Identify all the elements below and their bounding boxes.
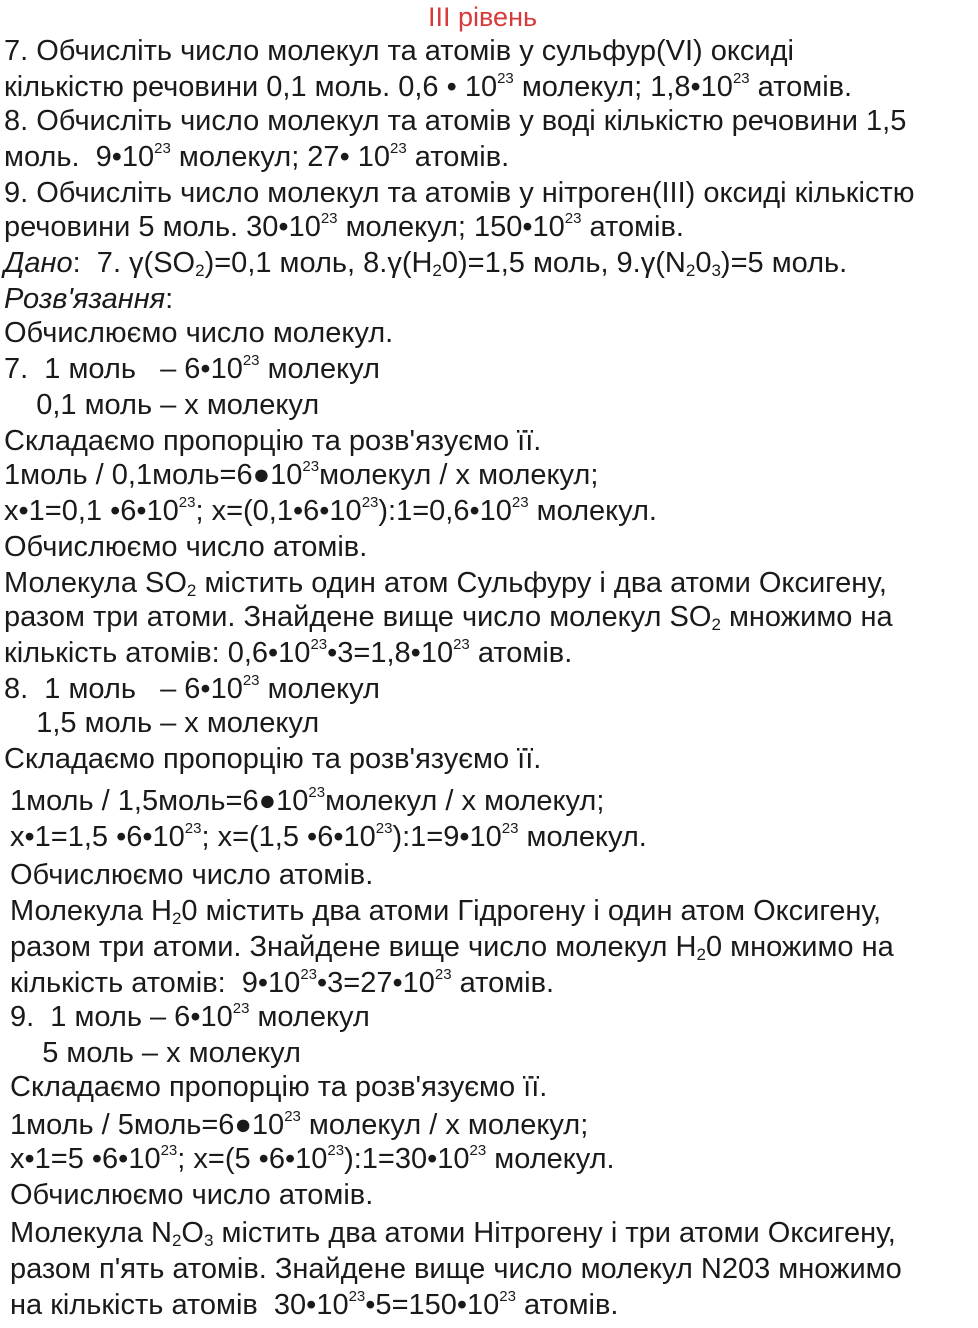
text-line [10, 858, 373, 892]
text-line [10, 1108, 588, 1142]
text-line [4, 494, 657, 528]
superscript: 23 [375, 820, 393, 837]
text-run: 0)=1,5 моль, 9.γ(N [441, 247, 686, 279]
text-run: х•1=5 •6•10 [10, 1143, 161, 1175]
text-line [4, 566, 887, 600]
text-run: Обчислюємо число молекул. [4, 317, 394, 349]
text-run: на кількість атомів 30•10 [10, 1289, 349, 1321]
superscript: 23 [160, 1142, 178, 1159]
text-run: )=5 моль. [720, 247, 848, 279]
text-line [4, 388, 319, 422]
superscript: 23 [453, 636, 470, 653]
text-run: молекул / х молекул; [319, 459, 599, 491]
superscript: 23 [497, 70, 514, 87]
text-run: ):1=30•10 [344, 1143, 470, 1175]
text-run: ; х=(5 •6•10 [177, 1143, 328, 1175]
text-run: молекул. [518, 821, 647, 853]
text-run: 1моль / 1,5моль=6●10 [10, 785, 309, 817]
text-run: Дано [4, 247, 73, 279]
text-run: ):1=0,6•10 [378, 495, 512, 527]
superscript: 23 [434, 966, 452, 983]
superscript: 23 [501, 820, 519, 837]
subscript: 2 [195, 261, 205, 280]
text-run: 5 моль – х молекул [10, 1037, 301, 1069]
superscript: 23 [732, 70, 750, 87]
text-run: атомів. [581, 211, 684, 243]
text-run: ):1=9•10 [392, 821, 502, 853]
text-run: молекул; 27• 10 [170, 141, 391, 173]
text-line [4, 104, 906, 138]
text-line [10, 784, 604, 818]
superscript: 23 [242, 672, 260, 689]
subscript: 2 [696, 945, 706, 964]
text-run: молекул [249, 1001, 370, 1033]
text-line [4, 636, 572, 670]
text-run: атомів. [515, 1289, 619, 1321]
text-line [10, 1252, 902, 1286]
text-line [4, 424, 541, 458]
text-run: Молекула SO [4, 567, 187, 599]
text-line [10, 820, 647, 854]
superscript: 23 [154, 140, 171, 157]
text-line [4, 176, 914, 210]
superscript: 23 [320, 210, 338, 227]
subscript: 2 [685, 261, 696, 280]
superscript: 23 [511, 494, 529, 511]
text-run: містить один атом Сульфуру і два атоми Оксигену, [196, 567, 887, 599]
text-run: разом три атоми. Знайдене вище число молекул SO [4, 601, 712, 633]
text-run: молекул [259, 353, 380, 385]
text-run: 7. Обчисліть число молекул та атомів у сульфур(VI) оксиді [4, 35, 794, 67]
text-line [4, 458, 598, 492]
text-run: 0,1 моль – х молекул [4, 389, 320, 421]
text-run: кількістю речовини 0,1 моль. 0,6 • 10 [4, 71, 498, 103]
superscript: 23 [327, 1142, 345, 1159]
text-run: 9. 1 моль – 6•10 [10, 1001, 233, 1033]
text-run: : [165, 283, 174, 315]
text-run: 9. Обчисліть число молекул та атомів у нітроген(III) оксиді кількістю [4, 177, 915, 209]
text-run: Складаємо пропорцію та розв'язуємо її. [4, 425, 542, 457]
text-run: Молекула H [10, 895, 172, 927]
text-line [10, 1142, 615, 1176]
superscript: 23 [302, 458, 320, 475]
subscript: 2 [432, 261, 442, 280]
text-line [4, 672, 380, 706]
text-run: х•1=1,5 •6•10 [10, 821, 185, 853]
text-run: 1моль / 0,1моль=6●10 [4, 459, 303, 491]
superscript: 23 [184, 820, 202, 837]
text-line [4, 600, 893, 634]
superscript: 23 [469, 1142, 487, 1159]
text-run: Обчислюємо число атомів. [4, 531, 368, 563]
text-line [4, 530, 367, 564]
text-run: Обчислюємо число атомів. [10, 859, 374, 891]
text-run: атомів. [749, 71, 853, 103]
text-line [10, 930, 894, 964]
text-line [4, 34, 794, 68]
superscript: 23 [564, 210, 582, 227]
text-run: Складаємо пропорцію та розв'язуємо її. [10, 1071, 548, 1103]
superscript: 23 [300, 966, 317, 983]
text-run: 1,5 моль – х молекул [4, 707, 320, 739]
subscript: 2 [186, 581, 197, 600]
text-run: •3=27•10 [317, 967, 435, 999]
text-line [10, 1216, 896, 1250]
text-run: : 7. γ(SO [72, 247, 196, 279]
page-title: III рівень [428, 2, 538, 32]
text-run: атомів. [469, 637, 573, 669]
superscript: 23 [361, 494, 379, 511]
text-line [4, 706, 319, 740]
superscript: 23 [178, 494, 196, 511]
text-run: 7. 1 моль – 6•10 [4, 353, 243, 385]
subscript: 2 [171, 909, 182, 928]
text-line [10, 1070, 547, 1104]
text-run: 0 містить два атоми Гідрогену і один атом Оксигену, [181, 895, 882, 927]
text-run: молекул [259, 673, 380, 705]
subscript: 2 [171, 1231, 182, 1250]
text-line [4, 316, 393, 350]
text-line [10, 1036, 301, 1070]
text-line [10, 1288, 618, 1322]
superscript: 23 [308, 784, 326, 801]
superscript: 23 [348, 1288, 366, 1305]
text-run: ; х=(1,5 •6•10 [201, 821, 376, 853]
text-run: кількість атомів: 0,6•10 [4, 637, 311, 669]
text-run: молекул / х молекул; [325, 785, 605, 817]
superscript: 23 [499, 1288, 516, 1305]
subscript: 3 [711, 261, 721, 280]
text-run: х•1=0,1 •6•10 [4, 495, 179, 527]
text-line [4, 140, 509, 174]
subscript: 2 [711, 615, 721, 634]
text-run: 1моль / 5моль=6●10 [10, 1109, 285, 1141]
text-line [10, 966, 554, 1000]
subscript: 3 [203, 1231, 214, 1250]
text-run: атомів. [451, 967, 555, 999]
text-run: 0 [695, 247, 712, 279]
text-run: молекул. [528, 495, 657, 527]
text-line [4, 70, 852, 104]
text-run: ; х=(0,1•6•10 [195, 495, 362, 527]
text-run: Складаємо пропорцію та розв'язуємо її. [4, 743, 542, 775]
text-line [10, 1178, 373, 1212]
text-run: кількість атомів: 9•10 [10, 967, 301, 999]
text-run: множимо на [720, 601, 893, 633]
text-run: )=0,1 моль, 8.γ(H [204, 247, 433, 279]
text-run: атомів. [406, 141, 510, 173]
text-run: разом п'ять атомів. Знайдене вище число молекул N203 множимо [10, 1253, 902, 1285]
text-run: молекул; 150•10 [337, 211, 565, 243]
text-line [4, 742, 541, 776]
text-run: молекул / х молекул; [300, 1109, 589, 1141]
text-line [4, 246, 847, 280]
text-run: 8. Обчисліть число молекул та атомів у воді кількістю речовини 1,5 [4, 105, 907, 137]
text-run: Розв'язання [4, 283, 166, 315]
text-run: разом три атоми. Знайдене вище число молекул H [10, 931, 697, 963]
text-run: моль. 9•10 [4, 141, 155, 173]
superscript: 23 [284, 1108, 301, 1125]
text-run: містить два атоми Нітрогену і три атоми Оксигену, [213, 1217, 896, 1249]
text-run: 8. 1 моль – 6•10 [4, 673, 243, 705]
text-line [10, 894, 881, 928]
text-line [10, 1000, 370, 1034]
text-run: молекул; 1,8•10 [513, 71, 733, 103]
text-run: молекул. [486, 1143, 615, 1175]
text-run: речовини 5 моль. 30•10 [4, 211, 321, 243]
superscript: 23 [242, 352, 260, 369]
text-run: 0 множимо на [705, 931, 894, 963]
text-run: Обчислюємо число атомів. [10, 1179, 374, 1211]
text-line [4, 282, 173, 316]
text-line [4, 210, 684, 244]
text-run: •3=1,8•10 [327, 637, 454, 669]
text-run: •5=150•10 [365, 1289, 500, 1321]
superscript: 23 [310, 636, 328, 653]
text-run: O [181, 1217, 204, 1249]
text-run: Молекула N [10, 1217, 172, 1249]
superscript: 23 [232, 1000, 250, 1017]
superscript: 23 [390, 140, 407, 157]
text-line [4, 352, 380, 386]
